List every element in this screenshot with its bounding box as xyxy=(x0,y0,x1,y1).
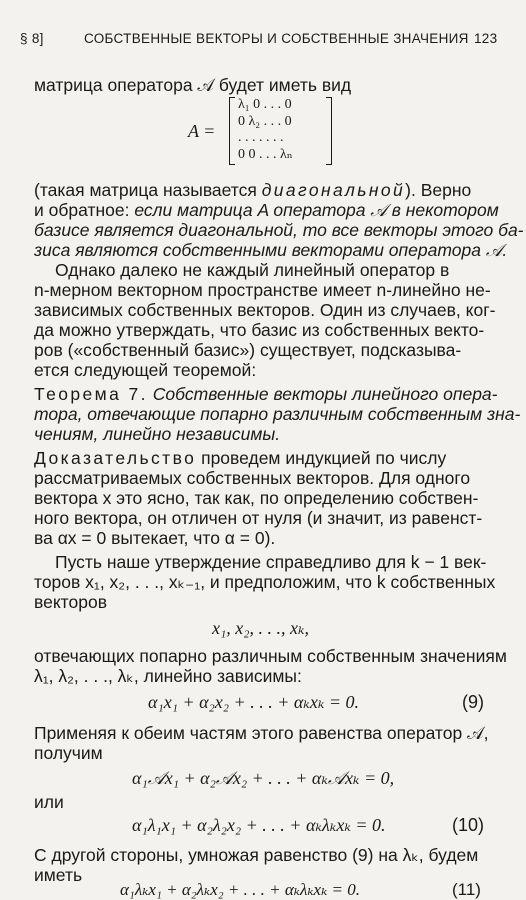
para1-line: базисе является диагональной, то все векторы этого ба- xyxy=(34,220,524,240)
section-mark: § 8] xyxy=(20,31,44,46)
or-word: или xyxy=(34,792,64,812)
para5-line: С другой стороны, умножая равенство (9) на λₖ, будем xyxy=(34,845,479,865)
equation-operator: α₁𝒜x₁ + α₂𝒜x₂ + . . . + αₖ𝒜xₖ = 0, xyxy=(132,768,395,788)
para1-line: зиса являются собственными векторами оператора 𝒜. xyxy=(34,240,508,260)
para2-line: n-мерном векторном пространстве имеет n-линейно не- xyxy=(34,280,491,300)
para2-line: Однако далеко не каждый линейный оператор в xyxy=(55,260,450,280)
proof-line: вектора x это ясно, так как, по определению собствен- xyxy=(34,488,479,508)
theorem-line: тора, отвечающие попарно различным собственным зна- xyxy=(34,404,521,424)
theorem-label: Теорема 7. xyxy=(34,384,148,404)
proof-text: проведем индукцией по числу xyxy=(196,448,447,468)
para1-text: и обратное: xyxy=(34,200,135,220)
theorem-line xyxy=(34,384,497,404)
matrix-right-bracket xyxy=(326,97,332,165)
equation-10-number: (10) xyxy=(452,815,485,835)
para1-text: ). Верно xyxy=(405,180,472,200)
para2-line: да можно утверждать, что базис из собственных векто- xyxy=(34,320,485,340)
page-number: 123 xyxy=(474,31,498,46)
para3-line: векторов xyxy=(34,592,107,612)
proof-line: ва αx = 0 вытекает, что α = 0). xyxy=(34,528,276,548)
matrix-row: λ₁ 0 . . . 0 xyxy=(238,97,292,112)
para1-line xyxy=(34,200,499,220)
para4-line: Применяя к обеим частям этого равенства оператор 𝒜, xyxy=(34,723,489,743)
vector-list: x₁, x₂, . . ., xₖ, xyxy=(212,618,310,638)
proof-line xyxy=(34,448,446,468)
para1-term: диагональной xyxy=(261,180,406,200)
para3-line: λ₁, λ₂, . . ., λₖ, линейно зависимы: xyxy=(34,666,302,686)
equation-9: α₁x₁ + α₂x₂ + . . . + αₖxₖ = 0. xyxy=(148,692,360,712)
para1-line xyxy=(34,180,471,200)
theorem-text: Собственные векторы линейного опера- xyxy=(147,384,498,404)
theorem-line: чениям, линейно независимы. xyxy=(34,424,281,444)
proof-line: ного вектора, он отличен от нуля (и значит, из равенст- xyxy=(34,508,483,528)
equation-11-number: (11) xyxy=(452,880,481,899)
equation-10: α₁λ₁x₁ + α₂λ₂x₂ + . . . + αₖλₖxₖ = 0. xyxy=(132,815,386,835)
proof-label: Доказательство xyxy=(34,448,197,468)
para2-line: ется следующей теоремой: xyxy=(34,360,257,380)
para3-line: Пусть наше утверждение справедливо для k − 1 век- xyxy=(55,552,487,572)
running-title: СОБСТВЕННЫЕ ВЕКТОРЫ И СОБСТВЕННЫЕ ЗНАЧЕНИЯ xyxy=(84,31,469,46)
equation-9-number: (9) xyxy=(462,692,484,712)
proof-line: рассматриваемых собственных векторов. Для одного xyxy=(34,468,471,488)
matrix-row: 0 λ₂ . . . 0 xyxy=(238,114,292,129)
matrix-lhs: A = xyxy=(188,121,216,141)
equation-11: α₁λₖx₁ + α₂λₖx₂ + . . . + αₖλₖxₖ = 0. xyxy=(120,880,361,899)
matrix-row: 0 0 . . . λₙ xyxy=(238,147,293,162)
para5-line: иметь xyxy=(34,865,83,885)
para3-line: отвечающих попарно различным собственным значениям xyxy=(34,646,507,666)
para3-line: торов x₁, x₂, . . ., xₖ₋₁, и предположим, что k собственных xyxy=(34,572,496,592)
para2-line: зависимых собственных векторов. Один из случаев, ког- xyxy=(34,300,496,320)
matrix-row: . . . . . . . xyxy=(238,130,284,145)
matrix-left-bracket xyxy=(229,97,235,165)
para2-line: ров («собственный базис») существует, подсказыва- xyxy=(34,340,462,360)
para1-text: (такая матрица называется xyxy=(34,180,262,200)
para4-line: получим xyxy=(34,743,103,763)
para1-italic: если матрица A оператора 𝒜 в некотором xyxy=(134,200,499,220)
intro-line: матрица оператора 𝒜 будет иметь вид xyxy=(34,75,352,95)
diagonal-matrix xyxy=(229,97,332,165)
